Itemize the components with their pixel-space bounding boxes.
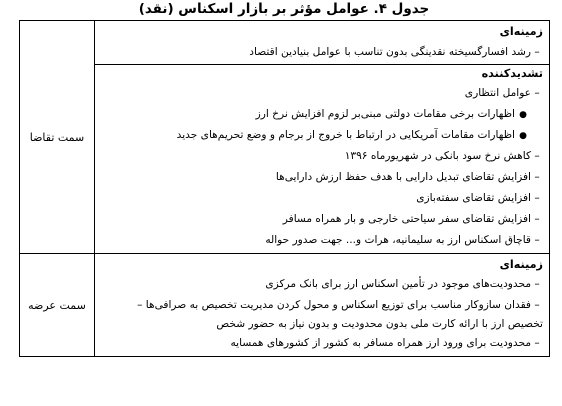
list-item: –عوامل انتظاری	[99, 83, 543, 104]
demand-content-cell	[95, 21, 550, 254]
dash-marker: –	[534, 46, 540, 58]
list-item: ●اظهارات مقامات آمریکایی در ارتباط با خروج از برجام و وضع تحریم‌های جدید	[99, 125, 543, 146]
list-item: –افزایش تقاضای تبدیل دارایی با هدف حفظ ارزش دارایی‌ها	[99, 167, 543, 188]
dash-marker: –	[534, 87, 540, 99]
bullet-icon: ●	[519, 131, 527, 141]
table-row-demand	[20, 21, 550, 254]
demand-side-label: سمت تقاضا	[20, 21, 95, 254]
dash-marker: –	[534, 192, 540, 204]
factors-table	[19, 20, 550, 357]
dash-marker: –	[534, 213, 540, 225]
list-item: –محدودیت برای ورود ارز همراه مسافر به کشور از کشورهای همسایه	[99, 333, 543, 354]
list-item: –قاچاق اسکناس ارز به سلیمانیه، هرات و... جهت صدور حواله	[99, 230, 543, 251]
table-caption: جدول ۴. عوامل مؤثر بر بازار اسکناس (نقد)	[138, 1, 430, 17]
list-item: –افزایش تقاضای سفته‌بازی	[99, 188, 543, 209]
supply-side-label: سمت عرضه	[20, 254, 95, 357]
supply-content-cell	[95, 254, 550, 357]
list-item: –فقدان سازوکار مناسب برای توزیع اسکناس و محول کردن مدیریت تخصیص به صرافی‌ها –	[99, 295, 543, 316]
list-item: –افزایش تقاضای سفر سیاحتی خارجی و بار همراه مسافر	[99, 209, 543, 230]
demand-contextual-heading: زمینه‌ای	[499, 25, 543, 38]
table-row-supply	[20, 254, 550, 357]
dash-marker: –	[534, 234, 540, 246]
dash-marker: –	[534, 171, 540, 183]
dash-marker: –	[534, 337, 540, 349]
list-item: تخصیص ارز با ارائه کارت ملی بدون محدودیت و بدون نیاز به حضور شخص	[216, 318, 543, 330]
dash-marker: –	[534, 278, 540, 290]
bullet-icon: ●	[519, 110, 527, 120]
list-item: ●اظهارات برخی مقامات دولتی مبنی‌بر لزوم افزایش نرخ ارز	[99, 104, 543, 125]
list-item: –رشد افسارگسیخته نقدینگی بدون تناسب با عوامل بنیادین اقتصاد	[99, 41, 543, 64]
list-item: –کاهش نرخ سود بانکی در شهریورماه ۱۳۹۶	[99, 146, 543, 167]
dash-marker: –	[534, 150, 540, 162]
list-item: –محدودیت‌های موجود در تأمین اسکناس ارز برای بانک مرکزی	[99, 274, 543, 295]
supply-contextual-heading: زمینه‌ای	[499, 258, 543, 271]
dash-marker: –	[534, 299, 540, 311]
demand-intensifier-heading: تشدیدکننده	[481, 67, 543, 80]
